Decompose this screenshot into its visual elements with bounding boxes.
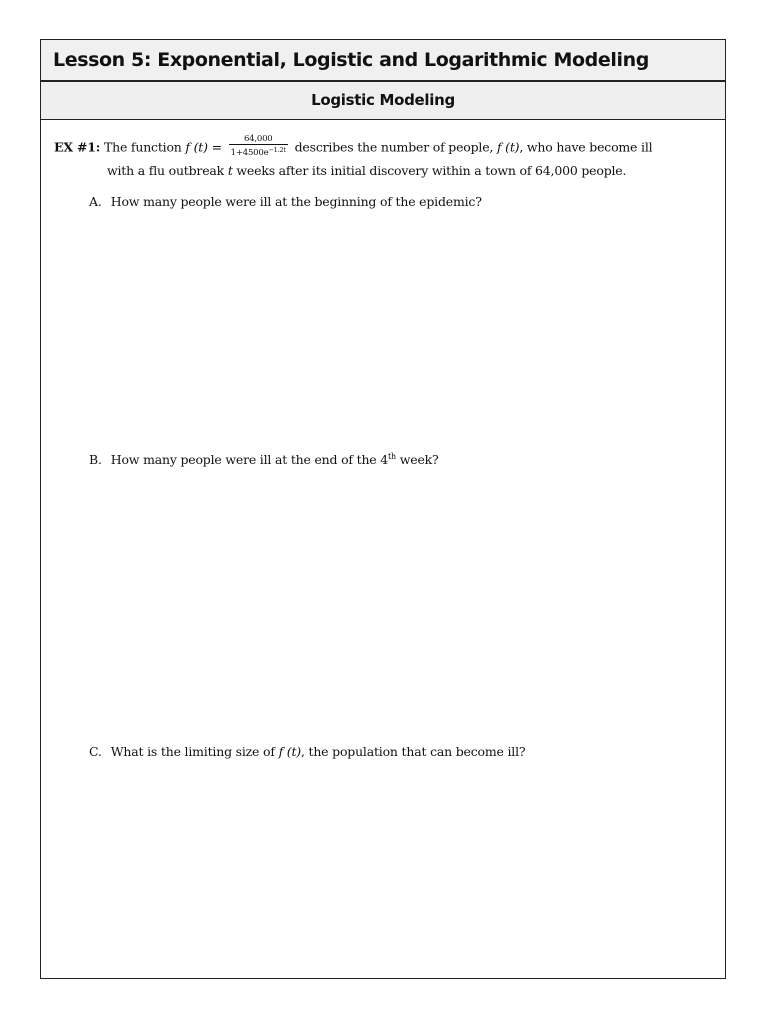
question-text-end: , the population that can become ill?	[300, 744, 526, 759]
example-line2-start: with a flu outbreak	[107, 163, 225, 178]
example-intro: The function	[103, 139, 182, 155]
time-variable: t	[227, 163, 233, 178]
example-1	[54, 136, 704, 182]
example-description: describes the number of people,	[294, 139, 494, 155]
example-line-2	[54, 160, 704, 182]
question-c	[89, 744, 525, 759]
question-letter: A.	[89, 194, 102, 209]
question-text-end: week?	[396, 452, 439, 468]
fraction-denominator	[229, 145, 288, 158]
section-header	[41, 82, 725, 120]
example-line1-end: , who have become ill	[519, 139, 653, 155]
lesson-title: Lesson 5: Exponential, Logistic and Logarithmic Modeling	[53, 49, 649, 71]
function-reference: f (t)	[278, 744, 301, 759]
function-reference: f (t)	[496, 139, 520, 155]
fraction-numerator: 64,000	[229, 134, 288, 145]
function-name: f (t) =	[185, 139, 222, 155]
question-letter: C.	[89, 744, 102, 759]
question-a	[89, 194, 482, 209]
question-text: What is the limiting size of	[110, 744, 275, 759]
section-title: Logistic Modeling	[311, 91, 455, 109]
worksheet-page	[40, 39, 726, 979]
question-text: How many people were ill at the end of the 4	[110, 452, 389, 468]
ordinal-suffix: th	[388, 452, 396, 461]
question-text: How many people were ill at the beginning of the epidemic?	[110, 194, 482, 209]
logistic-fraction	[229, 134, 288, 158]
question-letter: B.	[89, 452, 102, 468]
example-label: EX #1:	[54, 139, 101, 155]
denominator-exponent: −1.2t	[268, 146, 286, 154]
example-line2-end: weeks after its initial discovery within a town of 64,000 people.	[236, 163, 627, 178]
question-b	[89, 452, 439, 467]
denominator-base: 1+4500e	[230, 148, 269, 158]
lesson-header	[41, 40, 725, 82]
